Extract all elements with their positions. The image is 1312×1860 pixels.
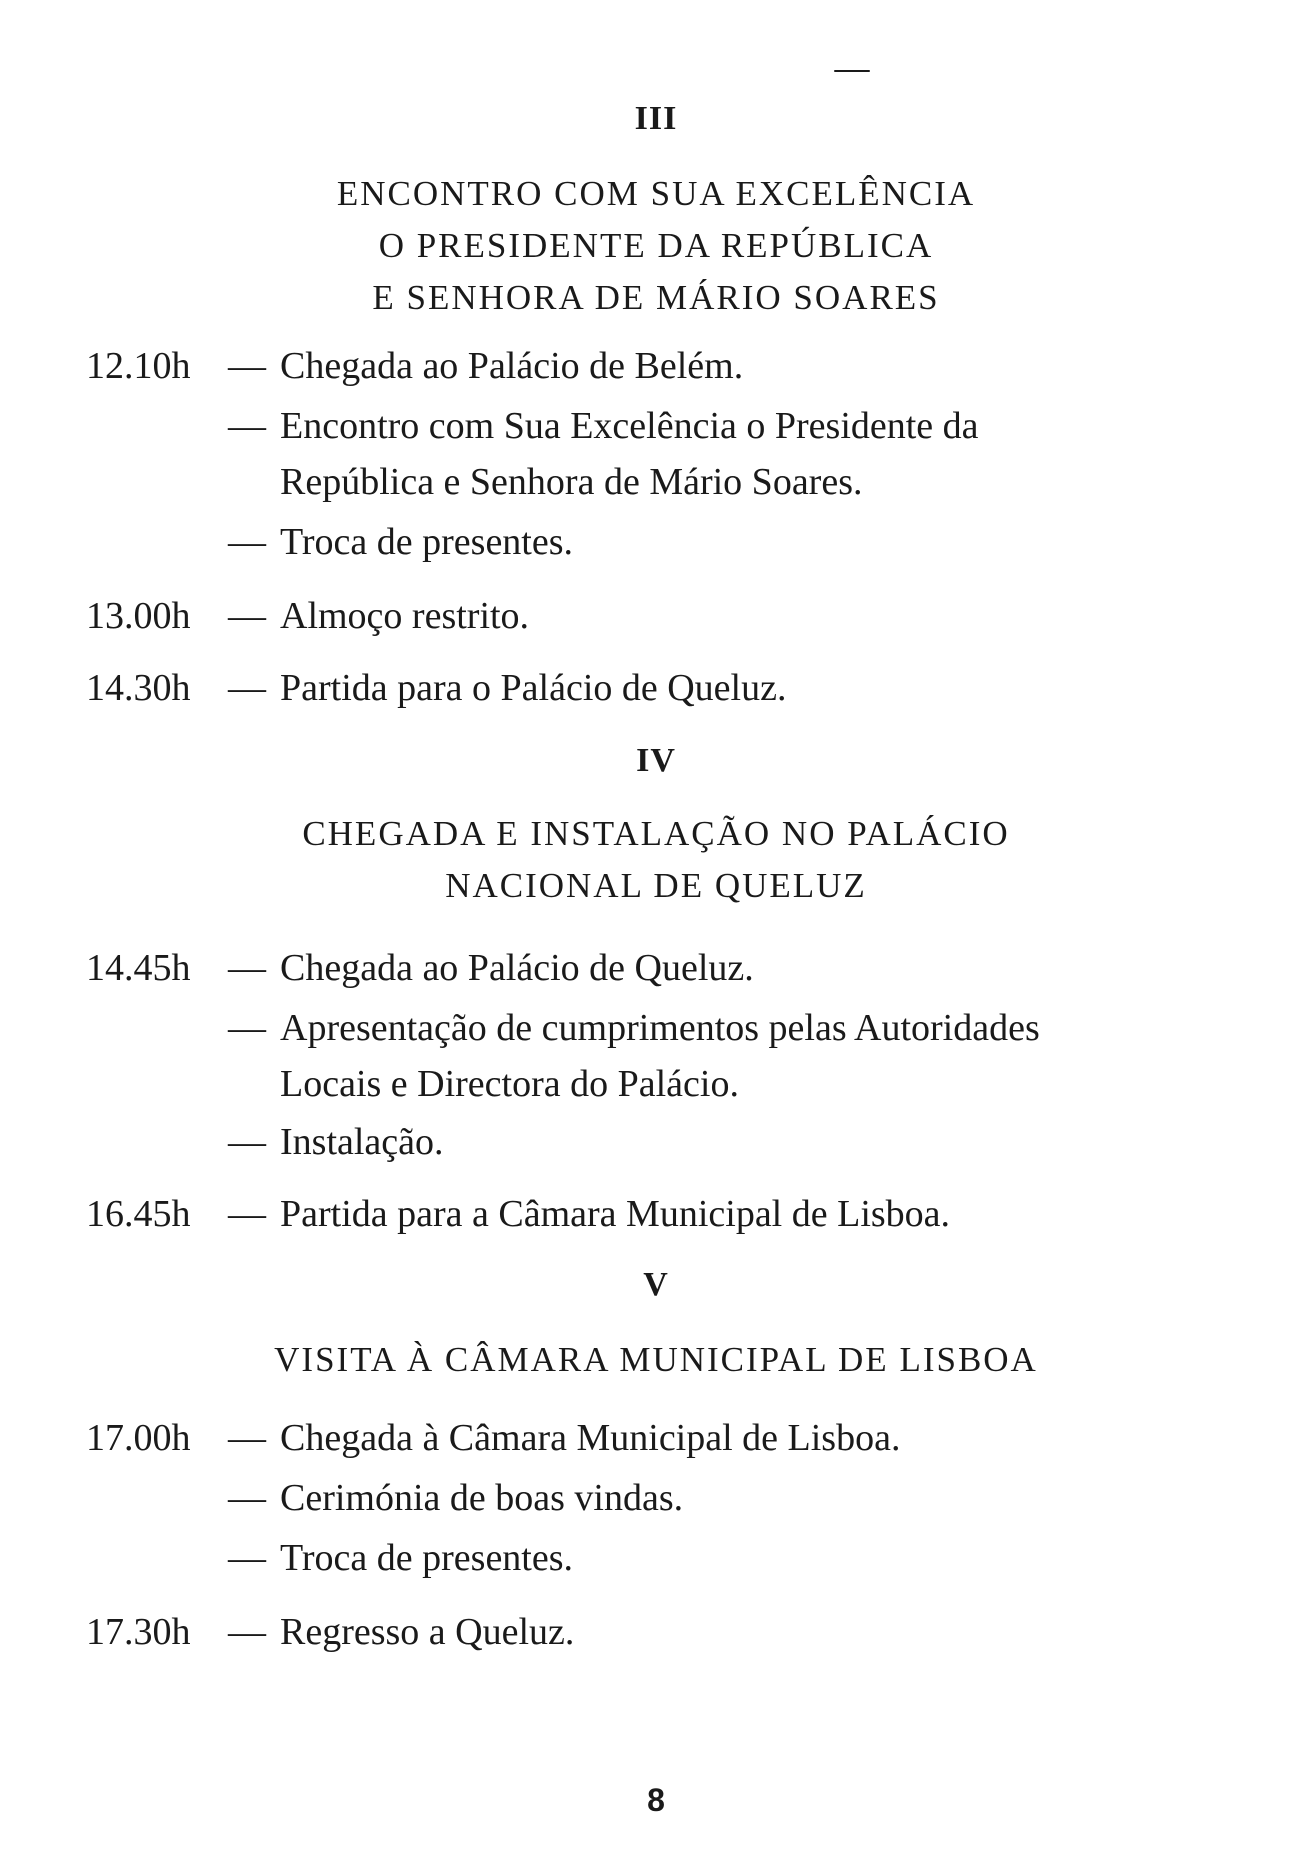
entry-text: Instalação. [280, 1121, 444, 1163]
section-title-iv [0, 808, 1312, 912]
decorative-mark [834, 70, 870, 72]
entry-text: Troca de presentes. [280, 1537, 574, 1579]
entry-text: Regresso a Queluz. [280, 1611, 575, 1653]
entry-dash: — [228, 1611, 266, 1653]
entry-dash: — [228, 667, 266, 709]
entry-text: Locais e Directora do Palácio. [280, 1063, 739, 1105]
entry-text: Chegada ao Palácio de Belém. [280, 345, 744, 387]
section-title-line: O PRESIDENTE DA REPÚBLICA [378, 226, 934, 265]
entry-dash: — [228, 405, 266, 447]
section-numeral-iv: IV [636, 742, 676, 779]
entry-dash: — [228, 1193, 266, 1235]
section-title-line: ENCONTRO COM SUA EXCELÊNCIA [336, 174, 976, 213]
entry-dash: — [228, 345, 266, 387]
entry-dash: — [228, 1477, 266, 1519]
section-title-line: NACIONAL DE QUELUZ [445, 866, 867, 905]
entry-text: Cerimónia de boas vindas. [280, 1477, 684, 1519]
entry-text: Partida para o Palácio de Queluz. [280, 667, 787, 709]
entry-dash: — [228, 521, 266, 563]
entry-text: Chegada ao Palácio de Queluz. [280, 947, 754, 989]
entry-text: Troca de presentes. [280, 521, 574, 563]
entry-time: 17.30h [86, 1611, 191, 1653]
section-title-line: E SENHORA DE MÁRIO SOARES [372, 278, 940, 317]
section-title-v [0, 1334, 1312, 1386]
entry-dash: — [228, 947, 266, 989]
entry-time: 17.00h [86, 1417, 191, 1459]
entry-time: 14.30h [86, 667, 191, 709]
entry-text: República e Senhora de Mário Soares. [280, 461, 863, 503]
section-title-iii [0, 168, 1312, 324]
entry-text: Chegada à Câmara Municipal de Lisboa. [280, 1417, 901, 1459]
entry-time: 16.45h [86, 1193, 191, 1235]
section-title-line: VISITA À CÂMARA MUNICIPAL DE LISBOA [274, 1340, 1038, 1379]
entry-dash: — [228, 1121, 266, 1163]
entry-time: 12.10h [86, 345, 191, 387]
entry-time: 14.45h [86, 947, 191, 989]
entry-text: Partida para a Câmara Municipal de Lisboa. [280, 1193, 951, 1235]
section-numeral-iii: III [634, 100, 678, 137]
entry-dash: — [228, 1537, 266, 1579]
entry-time: 13.00h [86, 595, 191, 637]
entry-text: Encontro com Sua Excelência o Presidente da [280, 405, 979, 447]
entry-text: Almoço restrito. [280, 595, 530, 637]
page-number: 8 [647, 1782, 665, 1818]
entry-text: Apresentação de cumprimentos pelas Autoridades [280, 1007, 1040, 1049]
entry-dash: — [228, 595, 266, 637]
section-numeral-v: V [643, 1266, 669, 1303]
entry-dash: — [228, 1417, 266, 1459]
entry-dash: — [228, 1007, 266, 1049]
section-title-line: CHEGADA E INSTALAÇÃO NO PALÁCIO [302, 814, 1010, 853]
